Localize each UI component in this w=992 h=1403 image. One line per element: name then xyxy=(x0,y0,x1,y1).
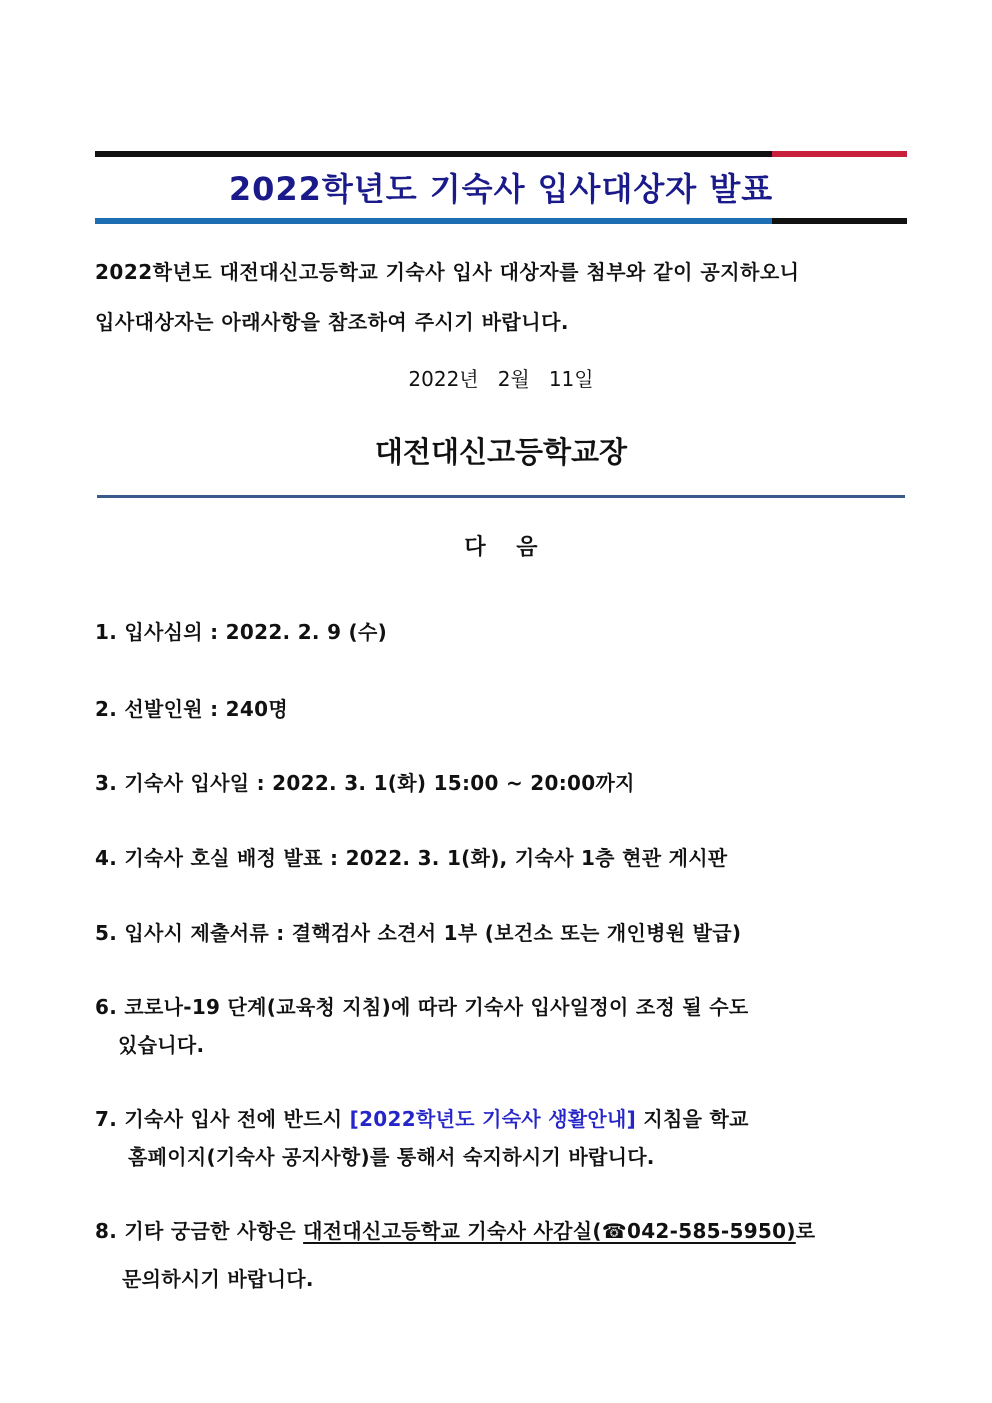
item-5: 5. 입사시 제출서류 : 결핵검사 소견서 1부 (보건소 또는 개인병원 발급) xyxy=(95,921,742,945)
item-8-line-2: 문의하시기 바랍니다. xyxy=(122,1267,314,1291)
item-1: 1. 입사심의 : 2022. 2. 9 (수) xyxy=(95,620,388,644)
item-8-line-1 xyxy=(95,1215,815,1244)
item-8-text-end: 로 xyxy=(795,1219,816,1243)
header-top-red-bar xyxy=(772,151,907,157)
item-7-guide-reference: [2022학년도 기숙사 생활안내] xyxy=(349,1107,637,1131)
item-8-contact: 대전대신고등학교 기숙사 사감실(☎042-585-5950) xyxy=(303,1219,796,1243)
header-bottom-black-bar xyxy=(772,218,907,224)
intro-line-2: 입사대상자는 아래사항을 참조하여 주시기 바랍니다. xyxy=(95,310,569,334)
item-6-line-2: 있습니다. xyxy=(118,1033,205,1057)
principal-signature: 대전대신고등학교장 xyxy=(374,435,628,469)
item-7-text-end: 지침을 학교 xyxy=(636,1107,749,1131)
item-7-text: 7. 기숙사 입사 전에 반드시 xyxy=(95,1107,350,1131)
item-2: 2. 선발인원 : 240명 xyxy=(95,697,288,721)
item-8-text: 8. 기타 궁금한 사항은 xyxy=(95,1219,304,1243)
item-4: 4. 기숙사 호실 배정 발표 : 2022. 3. 1(화), 기숙사 1층 현관 게시판 xyxy=(95,846,728,870)
section-divider xyxy=(97,495,905,498)
announcement-date: 2022년 2월 11일 xyxy=(408,367,594,391)
page-title: 2022학년도 기숙사 입사대상자 발표 xyxy=(228,170,774,208)
item-7-line-1 xyxy=(95,1103,749,1132)
intro-line-1: 2022학년도 대전대신고등학교 기숙사 입사 대상자를 첨부와 같이 공지하오니 xyxy=(95,260,800,284)
item-7-line-2: 홈페이지(기숙사 공지사항)를 통해서 숙지하시기 바랍니다. xyxy=(128,1145,655,1169)
item-6-line-1: 6. 코로나-19 단계(교육청 지침)에 따라 기숙사 입사일정이 조정 될 수도 xyxy=(95,995,749,1019)
header-bottom-blue-bar xyxy=(95,218,772,224)
item-3: 3. 기숙사 입사일 : 2022. 3. 1(화) 15:00 ~ 20:00까지 xyxy=(95,771,635,795)
section-heading: 다 음 xyxy=(464,535,538,560)
header-top-black-bar xyxy=(95,151,772,157)
